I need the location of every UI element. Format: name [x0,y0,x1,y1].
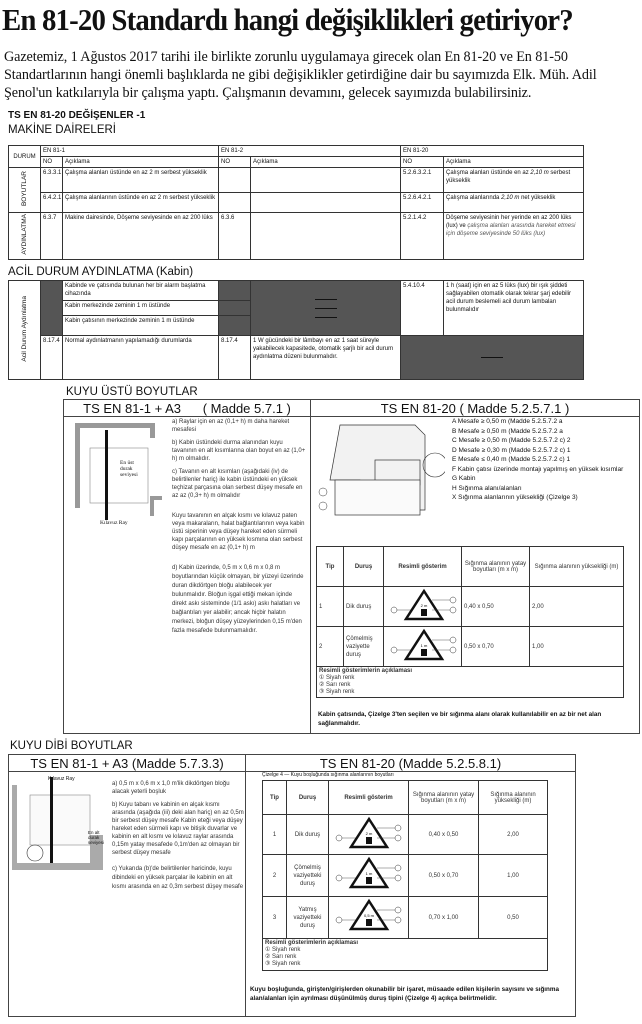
text: 1 [317,587,344,627]
text: Resimli gösterim [329,781,409,815]
text: serbest yükseklik [446,170,571,184]
emergency-table [8,280,584,380]
rail-label: Kılavuz Ray [48,776,75,782]
text: Sığınma alanının yüksekliği (m) [479,781,548,815]
pit-diagram [10,775,105,875]
table-cell [444,213,584,260]
emergency-heading: ACİL DURUM AYDINLATMA (Kabin) [8,266,194,278]
no-header: NO [219,157,251,168]
group-label [9,213,41,260]
table-cell: 6.3.7 [41,213,63,260]
pit-heading: KUYU DİBİ BOYUTLAR [10,740,133,752]
text: net yükseklik [519,195,556,201]
text: 1,00 [479,855,548,897]
table-cell: 6.3.3.1 [41,168,63,193]
text: Duruş [344,547,384,587]
text: 0,50 [479,897,548,939]
text: Resimli gösterimlerin açıklaması [265,940,359,946]
text: ② Sarı renk [319,682,351,688]
left-box-header: TS EN 81-1 + A3 (Madde 5.7.3.3) [9,755,245,772]
text: 0,50 x 0,70 [462,627,530,667]
diagram-legend [452,417,637,503]
text: 0,50 x 0,70 [409,855,479,897]
text: çalışma alanları arasında hareket etmesi için döşeme seviyesinde 50 lüks (lux) [446,223,576,237]
group-label [9,168,41,213]
refuge-table-3 [316,546,624,698]
table-cell: 8.17.4 [219,336,251,380]
text: 2 [317,627,344,667]
text: b) Kuyu tabanı ve kabinin en alçak kısmı arasında (aşağıda (iii) deki alan hariç) en az 0,5m bir serbest düşey mesafe Kabin eteği veya düşey hareket eden sürmeli kapı ve bitişik duvarlar ve kabinin en alt kısmı ve kılavuz raylar arasında 0,15m yatay mesafede 0,1m'den az olmayan bir serbest düşey mesafe [112,802,244,856]
lying-sign-icon [329,897,409,939]
text: 1,00 [530,627,624,667]
stop-level-label: En alt durak seviyesi [88,830,105,845]
text: AYDINLATMA [20,214,28,255]
text: a) Raylar için en az (0,1+ h) m daha hareket mesafesi [172,419,290,433]
text: Çalışma alanlarında [446,195,502,201]
table-cell: 1 h (saat) için en az 5 lüks (lux) bir ışık şiddeti sağlayabilen otomatik olarak tekrar şarj edebilir acil durum beslemeli acil durum lambaları bulunmalıdır [444,281,584,336]
text: 1 [263,815,287,855]
std2-header: EN 81-2 [219,146,401,157]
pit-note: Kuyu boşluğunda, girişten/girişlerden okunabilir bir işaret, müsaade edilen kişilerin sayısını ve sığınma alan/alanları için ayrılması düşünülmüş duruş tipini (Çizelge 4) açıkça belirtmelidir. [250,986,559,1002]
text: 2,10 m [530,170,549,176]
table-cell: 1 W gücündeki bir lâmbayı en az 1 saat süreyle yakabilecek kapasitede, otomatik şarjlı bir acil durum aydınlatma düzeni bulunmalıdır. [251,336,401,380]
desc-header: Açıklama [251,157,401,168]
text: 2,00 [530,587,624,627]
table-cell [444,168,584,193]
text: Yatmış vaziyetteki duruş [287,897,329,939]
text: B Mesafe ≥ 0,50 m (Madde 5.2.5.7.2 a [452,427,563,435]
left-box-header: TS EN 81-1 + A3 ( Madde 5.7.1 ) [64,400,310,417]
table-cell: 5.4.10.4 [401,281,444,336]
text: Çömelmiş vaziyetteki duruş [287,855,329,897]
text: Dik duruş [287,815,329,855]
standing-sign-icon [384,587,462,627]
car-roof-diagram [315,420,445,520]
sign-height-label: 2 m [365,831,373,836]
text: Resimli gösterim [384,547,462,587]
std3-header: EN 81-20 [401,146,584,157]
text: A Mesafe ≥ 0,50 m (Madde 5.2.5.7.2 a [452,418,563,425]
table-row [317,627,624,667]
text: 2,00 [479,815,548,855]
text: Sığınma alanının yatay boyutları (m x m) [462,547,530,587]
table-cell: Çalışma alanlarının üstünde en az 2 m serbest yükseklik [63,193,219,213]
no-header: NO [41,157,63,168]
article-intro: Gazetemiz, 1 Ağustos 2017 tarihi ile birlikte zorunlu uygulamaya girecek olan En 81-20 ve En 81-50 Standartlarının hangi önemli başlıklarda ne gibi değişiklikler getirdiğine dair bu sayımızda Elk. Müh. Adil Şenol'un katkılarıyla bir çalışma yaptı. Çalışmanın devamını, gelecek sayımızda bulabilirsiniz. [4,49,597,101]
text: ② Sarı renk [265,954,297,960]
top-clearance-heading: KUYU ÜSTÜ BOYUTLAR [66,386,198,398]
table-row [263,815,548,855]
table-cell: Normal aydınlatmanın yapılamadığı durumlarda [63,336,219,380]
text: BOYUTLAR [20,170,28,207]
text: ① Siyah renk [265,947,301,953]
text: d) Kabin üzerinde, 0,5 m x 0,6 m x 0,8 m boyutlarından küçük olmayan, bir yüzeyi üzerinde duran dikdörtgen bloğu alabilecek yer bulunmalıdır. Bloğun işgal ettiği mekan içinde direkt askı sisteminde (1/1 askı) askı halatları ve bağlantıları yer alabilir; ancak hiçbir halatın merkezi, bloğun düşey yüzeylerinden 0,15 m'den fazla mesafede bulunmamalıdır. [172,565,304,634]
text: Çalışma alanları üstünde en az [446,170,531,176]
table-cell: 6.3.6 [219,213,251,260]
text: Sığınma alanının yatay boyutları (m x m) [409,781,479,815]
text: F Kabin çatısı üzerinde montajı yapılmış en yüksek kısımlar [452,465,624,473]
crouching-sign-icon [384,627,462,667]
text: c) Tavanın en alt kısımları (aşağıdaki (iv) de belirtilenler hariç) ile kabin üstündeki en yüksek teçhizat parçasına olan serbest düşey mesafe en az az (0,3+ h) m olmalıdır [172,469,303,499]
sign-height-label: 0,5 m [363,913,375,918]
table-cell: 5.2.1.4.2 [401,213,444,260]
article-title: En 81-20 Standardı hangi değişiklikleri getiriyor? [2,2,573,37]
table-cell: Kabin merkezinde zeminin 1 m üstünde [63,301,219,316]
text: Döşeme seviyesinin her yerinde en az 200 lüks (lux) ve [446,215,572,229]
rail-label: Kılavuz Ray [100,520,128,526]
text: 0,70 x 1,00 [409,897,479,939]
text: 0,40 x 0,50 [409,815,479,855]
machine-rooms-heading: MAKİNE DAİRELERİ [8,124,116,136]
text: C Mesafe ≥ 0,50 m (Madde 5.2.5.7.2 c) 2 [452,437,571,444]
text: c) Yukarıda (b)'de belirtilenler haricinde, kuyu dibindeki en yüksek parçalar ile kabinin en alt kısmı arasında en az 0,3m serbest düşey mesafe [112,866,244,890]
pit-text [112,780,244,897]
text: Resimli gösterimlerin açıklaması [319,668,413,674]
section-subtitle: TS EN 81-20 DEĞİŞENLER -1 [8,110,146,121]
desc-header: Açıklama [63,157,219,168]
text: Sığınma alanının yüksekliği (m) [530,547,624,587]
table-cell: 8.17.4 [41,336,63,380]
text: Acil Durum Aydınlatma [20,295,28,362]
table-cell: Kabin çatısının merkezinde zeminin 1 m üstünde [63,316,219,336]
text: D Mesafe ≥ 0,30 m (Madde 5.2.5.7.2 c) 1 [452,446,571,454]
right-box-header: TS EN 81-20 (Madde 5.2.5.8.1) [246,755,575,772]
text: G Kabin [452,475,476,482]
table-caption: Çizelge 4 — Kuyu boşluğunda sığınma alanlarının boyutları [262,772,394,778]
text: a) 0,5 m x 0,6 m x 1,0 m'lik dikdörtgen bloğu alacak yeterli boşluk [112,781,230,795]
table-cell: Çalışma alanları üstünde en az 2 m serbest yükseklik [63,168,219,193]
text: Dik duruş [344,587,384,627]
text: Tip [263,781,287,815]
stop-level-label: En üst durak seviyesi [120,460,138,478]
text: ③ Siyah renk [319,689,355,695]
sign-height-label: 1 m [365,871,373,876]
text: Duruş [287,781,329,815]
right-box-header: TS EN 81-20 ( Madde 5.2.5.7.1 ) [311,400,639,417]
std1-header: EN 81-1 [41,146,219,157]
table-cell: Kabinde ve çatısında bulunan her bir alarm başlatma cihazında [63,281,219,301]
text: 2,10 m [501,195,520,201]
text: b) Kabin üstündeki durma alanından kuyu tavanının en alt kısımlarına olan boyut en az (1,0+ h) m olmalıdır. [172,440,306,462]
top-clearance-note: Kabin çatısında, Çizelge 3'ten seçilen ve bir sığınma alanı olarak kullanılabilir en az bir net alan sağlanmalıdır. [318,711,602,727]
table-row [317,587,624,627]
table-cell: Makine dairesinde, Döşeme seviyesinde en az 200 lüks [63,213,219,260]
refuge-table-4 [262,780,548,971]
table-cell [444,193,584,213]
table-cell: 5.2.6.3.2.1 [401,168,444,193]
table-cell: 5.2.6.4.2.1 [401,193,444,213]
durum-header: DURUM [9,146,41,168]
text: 3 [263,897,287,939]
text: E Mesafe ≤ 0,40 m (Madde 5.2.5.7.2 c) 1 [452,456,571,463]
text: ③ Siyah renk [265,961,301,967]
group-label [9,281,41,380]
machine-rooms-table [8,145,584,260]
text: Tip [317,547,344,587]
text: H Sığınma alanı/alanları [452,484,522,492]
text: ① Siyah renk [319,675,355,681]
top-clearance-text [172,418,306,641]
desc-header: Açıklama [444,157,584,168]
text: Kuyu tavanının en alçak kısmı ve kılavuz paten veya makaraların, halat bağlantılarının veya kabin üstü siperinin veya düşey hareket eden sürmeli kapı parçalarının en yüksek kısmına olan serbest düşey mesafe en az (0,1+ h) m [172,513,305,551]
sign-height-label: 1 m [420,643,428,648]
no-header: NO [401,157,444,168]
text: 2 [263,855,287,897]
table-row [263,855,548,897]
text: Çömelmiş vaziyette duruş [344,627,384,667]
crouching-sign-icon [329,855,409,897]
table-cell: 6.4.2.1 [41,193,63,213]
text: 0,40 x 0,50 [462,587,530,627]
sign-height-label: 2 m [420,603,428,608]
text: X Sığınma alanlarının yüksekliği (Çizelge 3) [452,494,578,501]
standing-sign-icon [329,815,409,855]
table-row [263,897,548,939]
